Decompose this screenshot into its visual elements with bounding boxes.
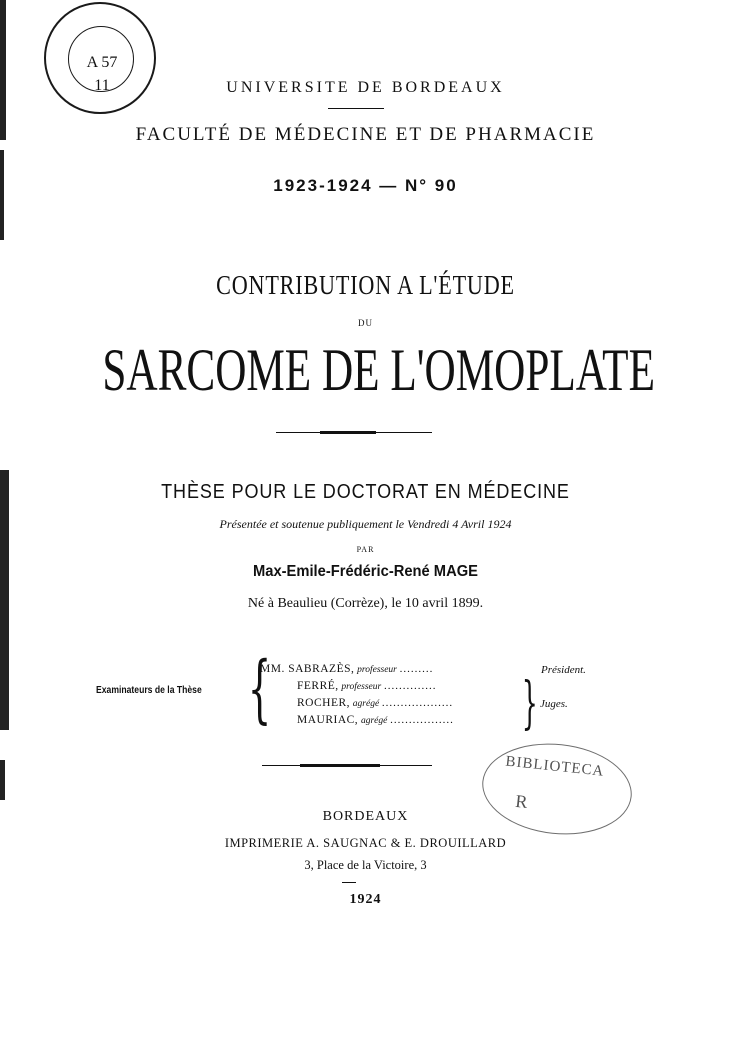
president-label: Président.	[541, 664, 586, 676]
imprint-address: 3, Place de la Victoire, 3	[304, 858, 427, 872]
divider-year	[342, 882, 356, 883]
library-stamp-top: A 57 11	[44, 2, 156, 114]
imprint-printer: IMPRIMERIE A. SAUGNAC & E. DROUILLARD	[224, 836, 507, 850]
thesis-heading: THÈSE POUR LE DOCTORAT EN MÉDECINE	[161, 481, 570, 503]
divider-short	[328, 108, 384, 109]
title-line-1: CONTRIBUTION A L'ÉTUDE	[216, 270, 515, 300]
ornament-center-lower	[300, 764, 380, 767]
jury-brace-left: {	[247, 646, 272, 732]
ornament-center	[320, 431, 376, 434]
title-line-2: SARCOME DE L'OMOPLATE	[102, 337, 655, 403]
jury-label: Examinateurs de la Thèse	[96, 684, 202, 696]
title-du: DU	[358, 318, 373, 328]
judges-label: Juges.	[540, 698, 568, 710]
faculty-name: FACULTÉ DE MÉDECINE ET DE PHARMACIE	[135, 124, 596, 145]
thesis-presented: Présentée et soutenue publiquement le Vendredi 4 Avril 1924	[219, 517, 512, 531]
university-name: UNIVERSITE DE BORDEAUX	[226, 79, 505, 96]
thesis-born: Né à Beaulieu (Corrèze), le 10 avril 1899.	[247, 596, 484, 611]
imprint-year: 1924	[349, 892, 382, 907]
library-stamp-right: BIBLIOTECA R	[478, 736, 637, 841]
jury-member-1: FERRÉ, professeur ..............	[297, 680, 437, 692]
jury-brace-right: }	[521, 671, 538, 736]
jury-member-2: ROCHER, agrégé ...................	[297, 697, 454, 709]
thesis-author: Max-Emile-Frédéric-René MAGE	[253, 563, 478, 580]
jury-member-president: MM. SABRAZÈS, professeur .........	[260, 663, 434, 675]
year-number: 1923-1924 — N° 90	[273, 176, 458, 195]
thesis-par: PAR	[356, 545, 375, 554]
jury-member-3: MAURIAC, agrégé .................	[297, 714, 454, 726]
imprint-city: BORDEAUX	[322, 809, 409, 824]
